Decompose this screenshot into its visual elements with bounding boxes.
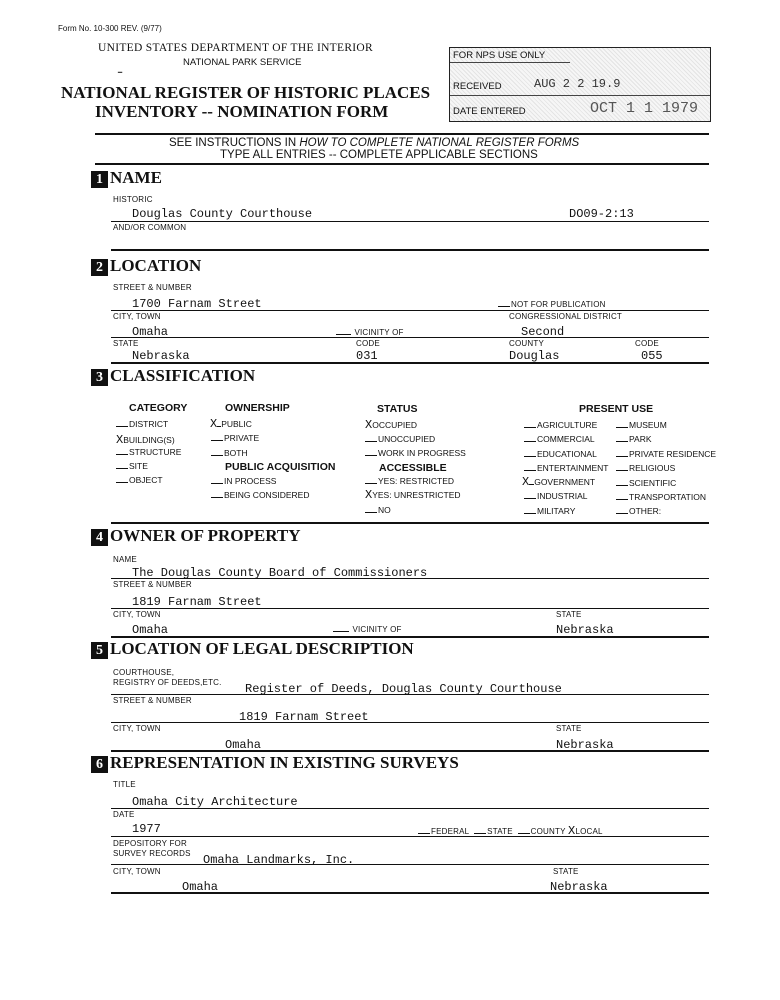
survey-title-value: Omaha City Architecture (132, 795, 298, 809)
street-label: STREET & NUMBER (113, 283, 192, 292)
nps-use-box (449, 47, 711, 122)
category-site: SITE (116, 461, 148, 471)
section-1-title: NAME (110, 168, 162, 187)
accessible-no: NO (365, 505, 391, 515)
acq-in-process: IN PROCESS (211, 476, 276, 486)
department: UNITED STATES DEPARTMENT OF THE INTERIOR (98, 42, 374, 54)
code2-label: CODE (635, 339, 659, 348)
congress-value: Second (521, 325, 565, 339)
historic-value: Douglas County Courthouse (132, 207, 313, 221)
nps-label: FOR NPS USE ONLY (453, 50, 546, 61)
survey-state-value: Nebraska (550, 880, 608, 894)
instructions-line-1: SEE INSTRUCTIONS IN HOW TO COMPLETE NATIONAL REGISTER FORMS (169, 137, 580, 149)
courthouse-label-1: COURTHOUSE, (113, 668, 175, 677)
use-entertainment: ENTERTAINMENT (524, 463, 608, 473)
use-religious: RELIGIOUS (616, 463, 675, 473)
city-value: Omaha (132, 325, 169, 339)
form-title-2: INVENTORY -- NOMINATION FORM (95, 102, 389, 121)
use-park: PARK (616, 434, 652, 444)
county-value: Douglas (509, 349, 560, 363)
accessible-unrestricted: XYES: UNRESTRICTED (365, 488, 461, 502)
code-label: CODE (356, 339, 380, 348)
pen-mark: ـ (118, 60, 123, 76)
section-1-number: 1 (91, 171, 108, 188)
code-value: 031 (356, 349, 378, 363)
category-structure: STRUCTURE (116, 447, 181, 457)
section-5-title: LOCATION OF LEGAL DESCRIPTION (110, 639, 414, 658)
owner-state-value: Nebraska (556, 623, 614, 637)
use-transportation: TRANSPORTATION (616, 492, 706, 502)
form-title-1: NATIONAL REGISTER OF HISTORIC PLACES (61, 83, 431, 102)
survey-level-options: FEDERAL STATE COUNTY XLOCAL (418, 824, 603, 838)
category-district: DISTRICT (116, 419, 168, 429)
section-6-title: REPRESENTATION IN EXISTING SURVEYS (110, 753, 459, 772)
use-other: OTHER: (616, 506, 661, 516)
received-label: RECEIVED (453, 81, 502, 92)
section-5-number: 5 (91, 642, 108, 659)
use-commercial: COMMERCIAL (524, 434, 595, 444)
category-header: CATEGORY (129, 402, 188, 414)
owner-name-label: NAME (113, 555, 137, 564)
vicinity-of: VICINITY OF (336, 327, 404, 337)
section-6-number: 6 (91, 756, 108, 773)
status-header: STATUS (377, 403, 418, 415)
survey-city-label: CITY, TOWN (113, 867, 161, 876)
reference-code: DO09-2:13 (569, 207, 634, 221)
survey-state-label: STATE (553, 867, 579, 876)
courthouse-value: Register of Deeds, Douglas County Courthouse (245, 682, 562, 696)
section-3-title: CLASSIFICATION (110, 366, 256, 385)
legal-city-value: Omaha (225, 738, 262, 752)
ownership-public: X PUBLIC (210, 417, 252, 431)
use-private-residence: PRIVATE RESIDENCE (616, 449, 716, 459)
received-stamp: AUG 2 2 19.9 (534, 77, 621, 91)
use-military: MILITARY (524, 506, 575, 516)
owner-city-label: CITY, TOWN (113, 610, 161, 619)
legal-street-label: STREET & NUMBER (113, 696, 192, 705)
status-work-in-progress: WORK IN PROGRESS (365, 448, 466, 458)
form-number: Form No. 10-300 REV. (9/77) (58, 24, 162, 33)
date-entered-label: DATE ENTERED (453, 106, 526, 117)
state-value: Nebraska (132, 349, 190, 363)
owner-street-value: 1819 Farnam Street (132, 595, 262, 609)
common-label: AND/OR COMMON (113, 223, 187, 232)
historic-label: HISTORIC (113, 195, 153, 204)
city-label: CITY, TOWN (113, 312, 161, 321)
section-2-title: LOCATION (110, 256, 202, 275)
owner-vicinity-of: VICINITY OF (333, 624, 402, 634)
accessible-header: ACCESSIBLE (379, 462, 447, 474)
owner-name-value: The Douglas County Board of Commissioners (132, 566, 428, 580)
owner-state-label: STATE (556, 610, 582, 619)
legal-city-label: CITY, TOWN (113, 724, 161, 733)
owner-street-label: STREET & NUMBER (113, 580, 192, 589)
depository-label-2: SURVEY RECORDS (113, 849, 191, 858)
survey-city-value: Omaha (182, 880, 219, 894)
category-object: OBJECT (116, 475, 163, 485)
section-4-number: 4 (91, 529, 108, 546)
survey-date-label: DATE (113, 810, 135, 819)
not-for-publication: NOT FOR PUBLICATION (498, 299, 606, 309)
depository-value: Omaha Landmarks, Inc. (203, 853, 355, 867)
legal-street-value: 1819 Farnam Street (239, 710, 369, 724)
ownership-header: OWNERSHIP (225, 402, 290, 414)
present-use-header: PRESENT USE (579, 403, 654, 415)
congress-label: CONGRESSIONAL DISTRICT (509, 312, 623, 321)
use-scientific: SCIENTIFIC (616, 478, 676, 488)
category-buildings: XBUILDING(S) (116, 433, 175, 447)
status-unoccupied: UNOCCUPIED (365, 434, 435, 444)
instructions-line-2: TYPE ALL ENTRIES -- COMPLETE APPLICABLE SECTIONS (220, 149, 538, 161)
street-value: 1700 Farnam Street (132, 297, 262, 311)
survey-title-label: TITLE (113, 780, 136, 789)
courthouse-label-2: REGISTRY OF DEEDS,ETC. (113, 678, 222, 687)
use-agriculture: AGRICULTURE (524, 420, 597, 430)
ownership-private: PRIVATE (211, 433, 259, 443)
section-4-title: OWNER OF PROPERTY (110, 526, 301, 545)
use-industrial: INDUSTRIAL (524, 491, 588, 501)
owner-city-value: Omaha (132, 623, 169, 637)
use-museum: MUSEUM (616, 420, 667, 430)
use-government: X GOVERNMENT (522, 475, 596, 489)
use-educational: EDUCATIONAL (524, 449, 597, 459)
legal-state-label: STATE (556, 724, 582, 733)
status-occupied: XOCCUPIED (365, 418, 418, 432)
code2-value: 055 (641, 349, 663, 363)
depository-label-1: DEPOSITORY FOR (113, 839, 187, 848)
section-2-number: 2 (91, 259, 108, 276)
ownership-both: BOTH (211, 448, 248, 458)
acq-being-considered: BEING CONSIDERED (211, 490, 310, 500)
county-label: COUNTY (509, 339, 544, 348)
accessible-restricted: YES: RESTRICTED (365, 476, 454, 486)
date-entered-stamp: OCT 1 1 1979 (590, 100, 699, 117)
legal-state-value: Nebraska (556, 738, 614, 752)
service: NATIONAL PARK SERVICE (183, 57, 302, 68)
public-acquisition-header: PUBLIC ACQUISITION (225, 461, 336, 473)
state-label: STATE (113, 339, 139, 348)
survey-date-value: 1977 (132, 822, 161, 836)
section-3-number: 3 (91, 369, 108, 386)
